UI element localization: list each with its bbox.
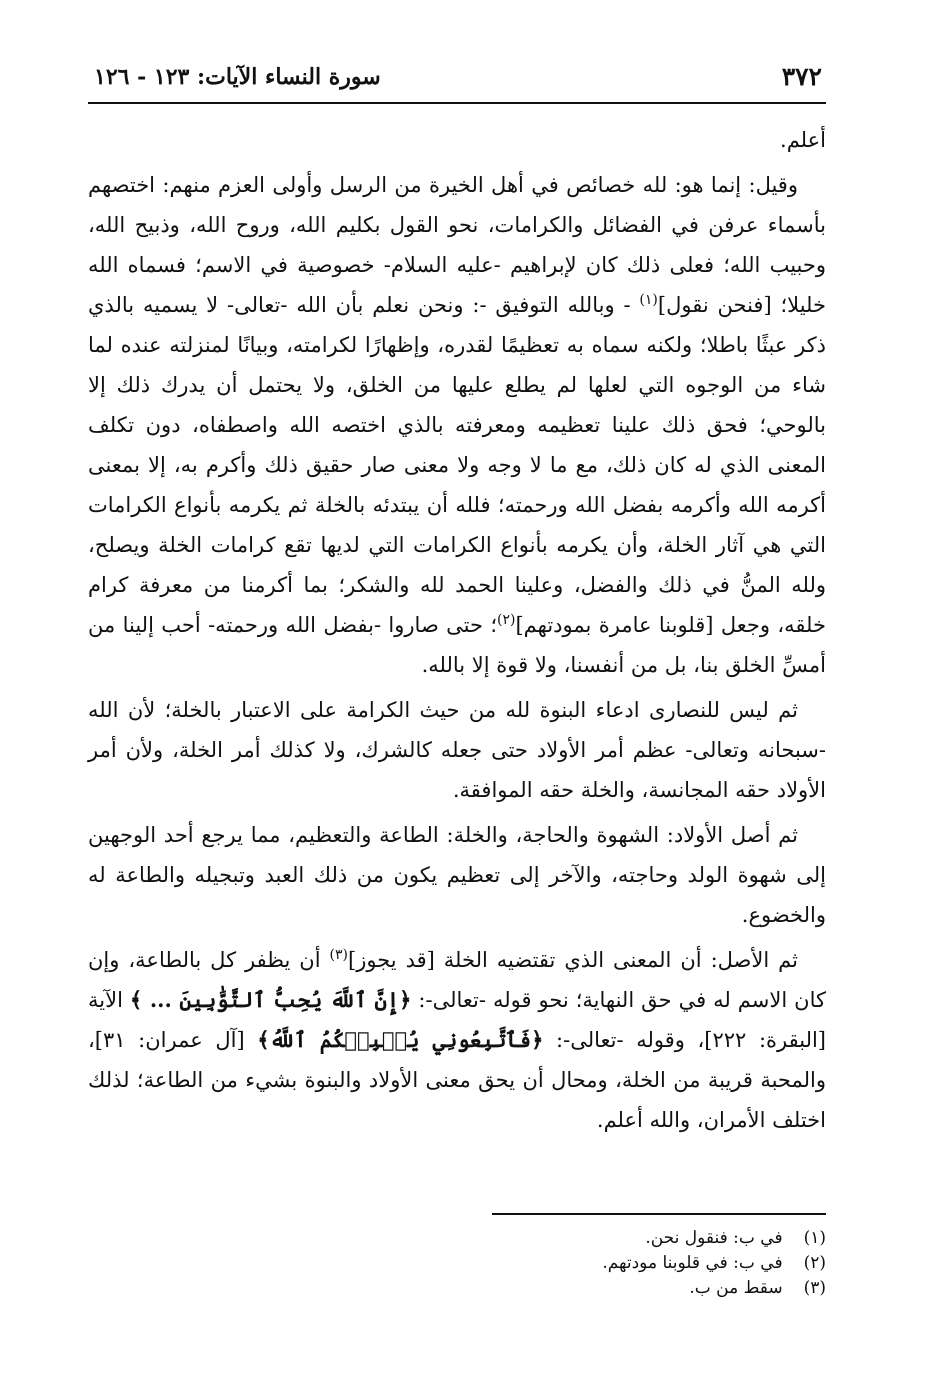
footnote-ref-2[interactable]: (٢) bbox=[497, 612, 516, 628]
paragraph-2-text-c: ؛ حتى صاروا -بفضل الله ورحمته- أحب إلينا من أمسِّ الخلق بنا، بل من أنفسنا، ولا قوة إلا بالله. bbox=[88, 613, 826, 677]
paragraph-5-text-c: الآية [البقرة: ٢٢٢]، وقوله -تعالى-: bbox=[88, 988, 826, 1052]
footnote-3 bbox=[300, 1276, 826, 1301]
paragraph-4-text: ثم أصل الأولاد: الشهوة والحاجة، والخلة: الطاعة والتعظيم، مما يرجع أحد الوجهين إلى شهوة الولد وحاجته، والآخر إلى تعظيم يكون من ذلك العبد وتبجيله والطاعة له والخضوع. bbox=[88, 823, 826, 927]
paragraph-5-text-d: [آل عمران: ٣١]، والمحبة قريبة من الخلة، ومحال أن يحق معنى الأولاد والبنوة بشيء من الطاعة؛ لذلك اختلف الأمران، والله أعلم. bbox=[88, 1028, 826, 1132]
footnotes bbox=[300, 1226, 826, 1301]
quran-verse-2: ﴿فَٱتَّبِعُونِي يُحۡبِبۡكُمُ ٱللَّهُ﴾ bbox=[257, 1027, 544, 1052]
footnote-text: في ب: فنقول نحن. bbox=[645, 1228, 783, 1248]
page-number: ٣٧٢ bbox=[781, 62, 822, 91]
page-header bbox=[88, 60, 826, 100]
header-rule bbox=[88, 102, 826, 104]
paragraph-2-text-b: - وبالله التوفيق -: ونحن نعلم بأن الله -تعالى- لا يسميه بالذي ذكر عبثًا باطلا؛ ولكنه سماه به تعظيمًا لقدره، وإظهارًا لكرامته، وبيانًا لمنزلته عنده لما شاء من الوجوه التي لعلها لم يطلع عليها من الخلق، ولا يحتمل أن يدرك ذلك إلا بالوحي؛ فحق ذلك علينا تعظيمه ومعرفته بالذي اختصه الله واصطفاه، دون تكلف المعنى الذي له كان ذلك، مع ما لا وجه ولا معنى صار حقيق ذلك وأكرم به، إلا بمعنى أكرمه الله وأكرمه بفضل الله ورحمته؛ فلله أن يبتدئه بالخلة ثم يكرمه بأنواع الكرامات التي هي آثار الخلة، وأن يكرمه بأنواع الكرامات التي لديها تقع كرامات الخلة ويصلح، ولله المنُّ في ذلك والفضل، وعلينا الحمد لله والشكر؛ بما أكرمنا من معرفة كرام خلقه، وجعل [قلوبنا عامرة بمودتهم] bbox=[88, 293, 826, 637]
footnote-number: (٣) bbox=[803, 1278, 826, 1298]
paragraph-5 bbox=[88, 940, 826, 1140]
main-text bbox=[88, 120, 826, 1145]
paragraph-1 bbox=[88, 120, 826, 160]
footnote-text: سقط من ب. bbox=[689, 1278, 783, 1298]
footnote-ref-1[interactable]: (١) bbox=[639, 292, 658, 308]
footnote-rule bbox=[492, 1213, 826, 1215]
footnote-2 bbox=[300, 1251, 826, 1276]
footnote-ref-3[interactable]: (٣) bbox=[329, 947, 349, 963]
paragraph-3-text: ثم ليس للنصارى ادعاء البنوة لله من حيث الكرامة على الاعتبار بالخلة؛ لأن الله -سبحانه وتعالى- عظم أمر الأولاد حتى جعله كالشرك، ولا كذلك أمر الخلة، ولأن أمر الأولاد حقه المجانسة، والخلة حقه الموافقة. bbox=[88, 698, 826, 802]
quran-verse-1: ﴿إِنَّ ٱللَّهَ يُحِبُّ ٱلتَّوَّٰبِينَ ... ﴾ bbox=[129, 987, 412, 1012]
footnote-number: (٢) bbox=[803, 1253, 826, 1273]
running-title: سورة النساء الآيات: ١٢٣ - ١٢٦ bbox=[94, 64, 381, 90]
paragraph-5-text-a: ثم الأصل: أن المعنى الذي تقتضيه الخلة [قد يجوز] bbox=[348, 948, 798, 972]
paragraph-4 bbox=[88, 815, 826, 935]
footnote-number: (١) bbox=[803, 1228, 826, 1248]
paragraph-3 bbox=[88, 690, 826, 810]
paragraph-2 bbox=[88, 165, 826, 685]
footnote-text: في ب: في قلوبنا مودتهم. bbox=[602, 1253, 783, 1273]
paragraph-2-text-a: وقيل: إنما هو: لله خصائص في أهل الخيرة من الرسل وأولى العزم منهم: اختصهم بأسماء عرفن في الفضائل والكرامات، نحو القول بكليم الله، وروح الله، وذبيح الله، وحبيب الله؛ فعلى ذلك كان لإبراهيم -عليه السلام- خصوصية في الاسم؛ فسماه الله خليلا؛ [فنحن نقول] bbox=[88, 173, 826, 317]
paragraph-1-text: أعلم. bbox=[780, 128, 826, 152]
paragraph-5-text-b: أن يظفر كل بالطاعة، وإن كان الاسم له في حق النهاية؛ نحو قوله -تعالى-: bbox=[88, 948, 826, 1012]
footnote-1 bbox=[300, 1226, 826, 1251]
